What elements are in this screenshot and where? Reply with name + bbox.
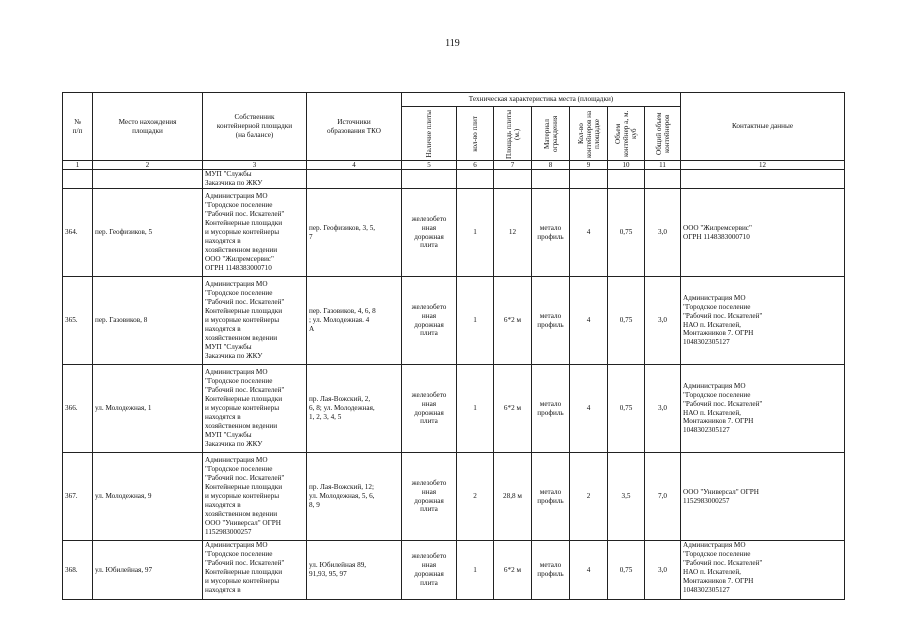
row-area: 6*2 м (494, 541, 532, 600)
column-number: 8 (532, 161, 570, 170)
header-containers-qty: Кол-во контейнеров на площадке (570, 107, 608, 161)
row-plate-qty: 2 (457, 453, 494, 541)
table-row (63, 365, 845, 453)
header-total-volume: Общий объем контейнеров (645, 107, 681, 161)
row-total-volume: 3,0 (645, 365, 681, 453)
row-area: 6*2 м (494, 277, 532, 365)
column-number: 3 (203, 161, 307, 170)
row-material: метало профиль (532, 453, 570, 541)
row-contacts: Администрация МО "Городское поселение "Рабочий пос. Искателей" НАО п. Искателей, Монтажников 7. ОГРН 1048302305127 (681, 541, 845, 600)
header-plate: Наличие плиты (402, 107, 457, 161)
row-total-volume: 3,0 (645, 189, 681, 277)
column-number: 10 (608, 161, 645, 170)
header-material: Материал ограждения (532, 107, 570, 161)
row-num: 366. (63, 365, 93, 453)
row-material: метало профиль (532, 277, 570, 365)
row-container-volume: 3,5 (608, 453, 645, 541)
row-num: 367. (63, 453, 93, 541)
column-number: 1 (63, 161, 93, 170)
table-row (63, 189, 845, 277)
row-area: 12 (494, 189, 532, 277)
row-sources: пер. Газовиков, 4, 6, 8 ; ул. Молодежная. 4 А (307, 277, 402, 365)
column-number: 5 (402, 161, 457, 170)
row-container-volume: 0,75 (608, 541, 645, 600)
row-plate: железобето нная дорожная плита (402, 277, 457, 365)
row-plate-qty: 1 (457, 541, 494, 600)
row-container-volume: 0,75 (608, 277, 645, 365)
column-number: 11 (645, 161, 681, 170)
row-plate: железобето нная дорожная плита (402, 365, 457, 453)
row-owner: Администрация МО "Городское поселение "Рабочий пос. Искателей" Контейнерные площадки и мусорные контейнеры находятся в хозяйственном ведении МУП "Службы Заказчика по ЖКУ (203, 365, 307, 453)
header-num: № п/п (63, 93, 93, 161)
row-area: 6*2 м (494, 365, 532, 453)
row-location: ул. Молодежная, 9 (93, 453, 203, 541)
row-plate: железобето нная дорожная плита (402, 189, 457, 277)
row-material: метало профиль (532, 189, 570, 277)
row-owner: Администрация МО "Городское поселение "Рабочий пос. Искателей" Контейнерные площадки и мусорные контейнеры находятся в хозяйственном ведении ООО "Универсал" ОГРН 1152983000257 (203, 453, 307, 541)
row-num: 368. (63, 541, 93, 600)
row-sources: ул. Юбилейная 89, 91,93, 95, 97 (307, 541, 402, 600)
table-row (63, 541, 845, 600)
row-location: пер. Геофизиков, 5 (93, 189, 203, 277)
row-total-volume: 7,0 (645, 453, 681, 541)
row-contacts: ООО "Жилремсервис" ОГРН 1148383000710 (681, 189, 845, 277)
row-plate: железобето нная дорожная плита (402, 453, 457, 541)
row-sources: пр. Лая-Вожский, 2, 6, 8; ул. Молодежная, 1, 2, 3, 4, 5 (307, 365, 402, 453)
row-containers-qty: 2 (570, 453, 608, 541)
row-containers-qty: 4 (570, 365, 608, 453)
row-location: пер. Газовиков, 8 (93, 277, 203, 365)
table-row (63, 453, 845, 541)
row-contacts: ООО "Универсал" ОГРН 1152983000257 (681, 453, 845, 541)
row-num: 364. (63, 189, 93, 277)
row-total-volume: 3,0 (645, 541, 681, 600)
row-container-volume: 0,75 (608, 189, 645, 277)
row-container-volume: 0,75 (608, 365, 645, 453)
row-plate-qty: 1 (457, 277, 494, 365)
header-contacts: Контактные данные (681, 93, 845, 161)
header-location: Место нахождения площадки (93, 93, 203, 161)
column-number: 2 (93, 161, 203, 170)
row-material: метало профиль (532, 541, 570, 600)
row-contacts: Администрация МО "Городское поселение "Рабочий пос. Искателей" НАО п. Искателей, Монтажников 7. ОГРН 1048302305127 (681, 365, 845, 453)
row-location: ул. Молодежная, 1 (93, 365, 203, 453)
header-sources: Источники образования ТКО (307, 93, 402, 161)
row-sources: пр. Лая-Вожский, 12; ул. Молодежная, 5, 6, 8, 9 (307, 453, 402, 541)
row-material: метало профиль (532, 365, 570, 453)
page-number: 119 (445, 38, 460, 49)
row-owner: Администрация МО "Городское поселение "Рабочий пос. Искателей" Контейнерные площадки и мусорные контейнеры находятся в хозяйственном ведении ООО "Жилремсервис" ОГРН 1148383000710 (203, 189, 307, 277)
row-plate-qty: 1 (457, 365, 494, 453)
table-row (63, 277, 845, 365)
row-num: 365. (63, 277, 93, 365)
row-location: ул. Юбилейная, 97 (93, 541, 203, 600)
header-owner: Собственник контейнерной площадки (на балансе) (203, 93, 307, 161)
column-numbers-row (63, 161, 845, 170)
header-plate-qty: кол-во плит (457, 107, 494, 161)
row-owner: Администрация МО "Городское поселение "Рабочий пос. Искателей" Контейнерные площадки и мусорные контейнеры находятся в (203, 541, 307, 600)
row-contacts: Администрация МО "Городское поселение "Рабочий пос. Искателей" НАО п. Искателей, Монтажников 7. ОГРН 1048302305127 (681, 277, 845, 365)
column-number: 12 (681, 161, 845, 170)
waste-sites-table (62, 92, 845, 600)
row-containers-qty: 4 (570, 541, 608, 600)
column-number: 9 (570, 161, 608, 170)
header-container-volume: Объем контейнер а, м. куб (608, 107, 645, 161)
row-containers-qty: 4 (570, 189, 608, 277)
row-containers-qty: 4 (570, 277, 608, 365)
row-sources: пер. Геофизиков, 3, 5, 7 (307, 189, 402, 277)
row-area: 28,8 м (494, 453, 532, 541)
continuation-owner: МУП "Службы Заказчика по ЖКУ (203, 170, 307, 189)
row-owner: Администрация МО "Городское поселение "Рабочий пос. Искателей" Контейнерные площадки и мусорные контейнеры находятся в хозяйственном ведении МУП "Службы Заказчика по ЖКУ (203, 277, 307, 365)
header-area: Площадь плиты (м.) (494, 107, 532, 161)
column-number: 6 (457, 161, 494, 170)
row-plate: железобето нная дорожная плита (402, 541, 457, 600)
column-number: 4 (307, 161, 402, 170)
column-number: 7 (494, 161, 532, 170)
continuation-row (63, 170, 845, 189)
row-plate-qty: 1 (457, 189, 494, 277)
row-total-volume: 3,0 (645, 277, 681, 365)
header-row-1 (63, 93, 845, 107)
header-tech-group: Техническая характеристика места (площадки) (402, 93, 681, 107)
